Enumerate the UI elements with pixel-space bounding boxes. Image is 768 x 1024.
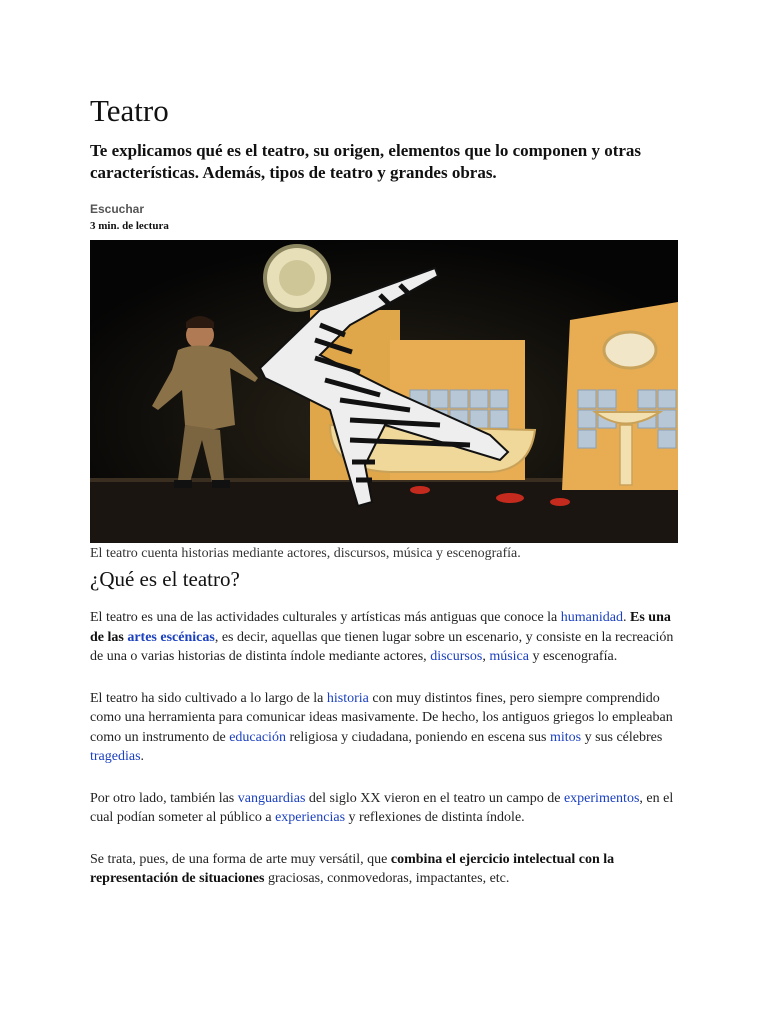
text-span: , [482,649,490,664]
paragraph-1 [90,608,680,667]
hero-image [90,240,678,543]
link-experimentos[interactable]: experimentos [563,790,640,806]
bold-text: combina el ejercicio intelectual con la representación de situaciones [90,851,615,886]
link-historia[interactable]: historia [326,690,369,706]
link-tragedias[interactable]: tragedias [90,749,141,764]
article-subtitle: Te explicamos qué es el teatro, su origen, elementos que lo componen y otras características. Además, tipos de teatro y grandes obras. [90,141,642,182]
link-humanidad[interactable]: humanidad [560,610,623,625]
text-span: graciosas, conmovedoras, impactantes, etc. [264,871,510,886]
link-educacion[interactable]: educación [229,729,286,745]
text-span: y reflexiones de distinta índole. [345,810,525,825]
text-span: con muy distintos fines, pero siempre comprendido como una herramienta para comunicar ideas masivamente. De hecho, los antiguos griegos lo empleaban como un instrumento de [90,690,673,745]
text-span: . [140,749,145,764]
link-musica[interactable]: música [489,649,529,664]
theater-stage-illustration [90,240,678,543]
text-span: del siglo XX vieron en el teatro un campo de [305,790,564,806]
link-vanguardias[interactable]: vanguardias [237,790,306,806]
bold-text: Es una de las [90,610,671,645]
text-span: . [623,610,630,625]
text-span: El teatro ha sido cultivado a lo largo de la [90,690,327,706]
listen-button[interactable]: Escuchar [90,202,145,216]
text-span: , en el cual podían someter al público a [90,790,674,825]
read-time: 3 min. de lectura [90,220,169,232]
text-span: Se trata, pues, de una forma de arte muy versátil, que [90,851,391,867]
paragraph-4 [90,850,680,889]
image-caption: El teatro cuenta historias mediante actores, discursos, música y escenografía. [90,546,521,561]
paragraph-2 [90,689,680,767]
text-span: y escenografía. [528,649,618,664]
paragraph-3 [90,789,680,828]
link-mitos[interactable]: mitos [549,729,582,745]
link-experiencias[interactable]: experiencias [275,810,346,825]
page-title: Teatro [90,93,169,128]
link-artes-escenicas[interactable]: artes escénicas [127,629,215,645]
section-heading: ¿Qué es el teatro? [90,567,240,591]
link-discursos[interactable]: discursos [430,649,483,664]
text-span: El teatro es una de las actividades culturales y artísticas más antiguas que conoce la [90,610,561,625]
article [90,92,690,889]
text-span: religiosa y ciudadana, poniendo en escena sus [285,729,550,745]
set-wall-right [562,302,678,490]
text-span: , es decir, aquellas que tienen lugar sobre un escenario, y consiste en la recreación de una o varias historias de distinta índole mediante actores, [90,629,674,664]
text-span: Por otro lado, también las [90,790,238,806]
text-span: y sus célebres [581,729,663,745]
